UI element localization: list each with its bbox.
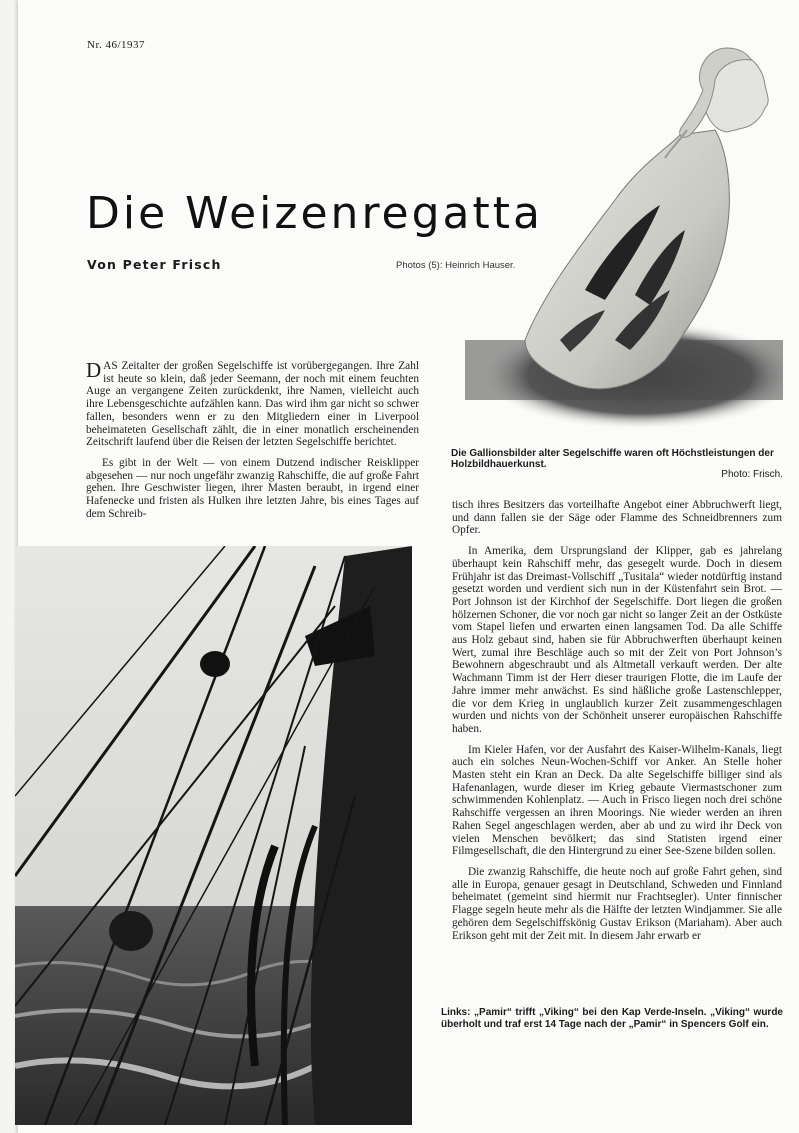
left-paragraph-2: Es gibt in der Welt — von einem Dutzend indischer Reisklipper abgesehen — nur noch ungefähr zwanzig Rahschiffe, die auf große Fahrt gehen. Ihre Geschwister liegen, ihrer Masten beraubt, in irgend einer Hafenecke und fristen als Hulken ihre letzten Jahre, bis eines Tages auf dem Schreib-	[86, 456, 419, 520]
right-column	[452, 499, 782, 950]
ship-photo-caption: Links: „Pamir“ trifft „Viking“ bei den Kap Verde-Inseln. „Viking“ wurde überholt und traf erst 14 Tage nach der „Pamir“ in Spencers Golf ein.	[441, 1007, 783, 1030]
article-title: Die Weizenregatta	[86, 188, 543, 239]
right-paragraph-2: In Amerika, dem Ursprungsland der Klipper, gab es jahrelang überhaupt kein Rahschiff mehr, das gesegelt wurde. Doch in diesem Frühjahr ist das Dreimast-Vollschiff „Tusitala“ wieder notdürftig instand gesetzt worden und verdient sich nun in der Küstenfahrt sein Brot. — Port Johnson ist der Kirchhof der Segelschiffe. Dort liegen die großen hölzernen Schoner, die vor noch gar nicht so langer Zeit an der Ostküste vom Stapel liefen und erwarten einen langsamen Tod. Da alle Schiffe aus Holz gebaut sind, haben sie für Abbruchwerften überhaupt keinen Wert, zumal ihre Beschläge auch so mit der Zeit von Port Johnson’s Bewohnern abgeschraubt und als Altmetall verkauft werden. Der alte Wachmann Timm ist der Herr dieser traurigen Flotte, die im Laufe der Jahre immer mehr anwächst. Es sind häßliche große Lastenschlepper, die vor dem Krieg in unglaublich kurzer Zeit zusammengeschlagen wurden und nichts von der Schönheit unserer europäischen Rahschiffe haben.	[452, 545, 782, 735]
left-column	[86, 360, 419, 528]
issue-number: Nr. 46/1937	[87, 39, 146, 51]
right-paragraph-3: Im Kieler Hafen, vor der Ausfahrt des Kaiser-Wilhelm-Kanals, liegt auch ein solches Neun-Wochen-Schiff vor Anker. An Stelle hoher Masten steht ein Kran an Deck. Da alte Segelschiffe billiger sind als Hafenanlagen, wurde dieser im Krieg gebaute Viermastschoner zum schwimmenden Kohlenplatz. — Auch in Frisco liegen noch drei schöne Rahschiffe vergessen an ihren Moorings. Nie wieder werden an ihren Rahen Segel angeschlagen werden, aber ab und zu wird ihr Deck von vielen Menschen bevölkert; das sind Statisten irgend einer Filmgesellschaft, die den Hintergrund zu einer See-Szene bilden sollen.	[452, 743, 782, 858]
photos-credit: Photos (5): Heinrich Hauser.	[396, 260, 516, 271]
figurehead-photo	[465, 40, 783, 440]
ship-rigging-photo	[15, 546, 412, 1125]
left-paragraph-1	[86, 360, 419, 449]
figurehead-caption	[451, 448, 783, 480]
left-paragraph-1-text: AS Zeitalter der großen Segelschiffe ist vorübergegangen. Ihre Zahl ist heute so klein, daß jeder Seemann, der noch mit einem feuchten Auge an vergangene Zeiten zurückdenkt, ihre Namen, vielleicht auch ihre Lebensgeschichte aufzählen kann. Das wird ihm gar nicht so schwer fallen, besonders wenn er zu den Mitgliedern einer in Liverpool beheimateten Gesellschaft zählt, die in einer monatlich erscheinenden Zeitschrift laufend über die Reisen der letzten Segelschiffe berichtet.	[86, 360, 419, 449]
figurehead-caption-text: Die Gallionsbilder alter Segelschiffe waren oft Höchstleistungen der Holzbildhauerkunst.	[451, 448, 774, 470]
byline: Von Peter Frisch	[87, 257, 222, 272]
drop-cap: D	[86, 358, 102, 382]
figurehead-caption-credit: Photo: Frisch.	[721, 469, 783, 480]
right-paragraph-4: Die zwanzig Rahschiffe, die heute noch auf große Fahrt gehen, sind alle in Europa, genauer gesagt in Deutschland, Schweden und Finnland beheimatet (gemeint sind hiermit nur Frachtsegler). Unter finnischer Flagge segeln heute mehr als die Hälfte der letzten Windjammer. Sie alle gehören dem Segelschiffskönig Gustav Erikson (Mariaham). Aber auch Erikson geht mit der Zeit mit. In diesem Jahr erwarb er	[452, 865, 782, 942]
right-paragraph-1: tisch ihres Besitzers das vorteilhafte Angebot einer Abbruchwerft liegt, und dann fallen sie der Säge oder Flamme des Schneidbrenners zum Opfer.	[452, 499, 782, 537]
